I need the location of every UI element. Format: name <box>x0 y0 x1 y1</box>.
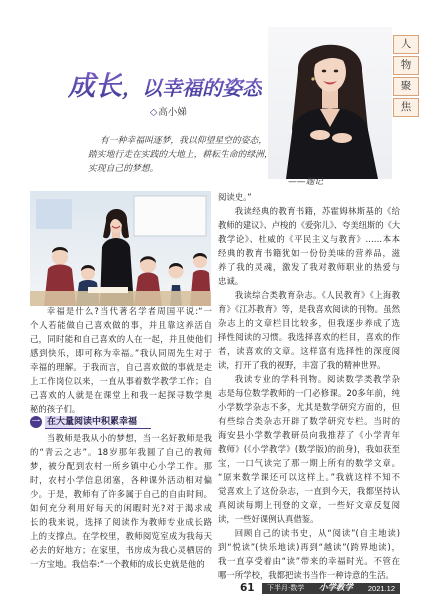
section-number-badge: 一 <box>32 417 40 426</box>
article-title-rest: ，以幸福的姿态 <box>122 76 262 100</box>
text-line: 教师的建议》、卢梭的《爱弥儿》、夸美纽斯的《大 <box>218 220 400 230</box>
text-line: 者，读喜欢的文章。这样富有选择性的深度阅 <box>218 346 400 356</box>
epigraph-line: 有一种幸福叫逐梦，我以仰望星空的姿态， <box>100 136 268 146</box>
text-line: “原来数学课还可以这样上。”我就这样不知不 <box>218 472 400 482</box>
text-line: 读，打开了我的视野，丰富了我的精神世界。 <box>218 360 386 370</box>
epigraph-line: 踏实地行走在实践的大地上，耕耘生命的绿洲， <box>88 150 273 160</box>
text-line: 必去的好地方；在家里，书房成为我心灵栖居的 <box>30 545 212 555</box>
text-line: 择性阅读的习惯。我选择喜欢的栏目，喜欢的作 <box>218 332 400 342</box>
text-line: 读，一些好课例认真借鉴。 <box>218 514 319 524</box>
text-line: 如何充分利用好每天的闲暇时光?对于渴求成 <box>30 503 212 513</box>
text-line: 上工作岗位以来，一直从事着数学教学工作；自 <box>30 376 212 386</box>
section-tab: 焦 <box>393 98 419 117</box>
text-line: 上的支撑点。在学校里，教师阅览室成为我每天 <box>30 531 212 541</box>
text-line: 我一直享受着由“读”带来的幸福时光。不管在 <box>218 556 400 566</box>
text-line: 幸福的理解。于我而言，自己喜欢做的事就是走 <box>30 362 212 372</box>
section-tabs <box>393 35 419 119</box>
text-line: 觉喜欢上了这份杂志，一直到今天，我都坚持认 <box>218 486 400 496</box>
section-tab: 人 <box>393 35 419 54</box>
text-line: 感到快乐，即可称为幸福。”我认同周先生对于 <box>30 348 212 358</box>
section-tab: 物 <box>393 56 419 75</box>
text-line: 幸福是什么?当代著名学者周国平说:“一 <box>46 306 212 316</box>
epigraph-line: 实现自己的梦想。 <box>88 164 159 174</box>
text-line: 己，同时能和自己喜欢的人在一起，并且使他们 <box>30 334 212 344</box>
diamond-icon: ◇ <box>150 107 158 118</box>
text-line: 忠诚。 <box>218 276 244 286</box>
text-line: 长的我来说，选择了阅读作为教师专业成长路 <box>30 517 212 527</box>
text-line: 育》《江苏教育》等，是我喜欢阅读的刊物。虽然 <box>218 304 400 314</box>
text-line: 梦，被分配到农村一所乡镇中心小学工作。那 <box>30 461 212 471</box>
text-line: 时，农村小学信息闭塞，各种课外活动相对偏 <box>30 475 212 485</box>
text-line: 阅读史。” <box>218 192 252 202</box>
section-tab: 聚 <box>393 77 419 96</box>
text-line: 的“青云之志”。18岁那年我圆了自己的教师 <box>30 447 212 457</box>
section-heading-text: 在大量阅读中积累幸福 <box>45 416 151 429</box>
text-line: 教师》(《小学教学》(数学版)的前身)，我如获至 <box>218 444 400 454</box>
text-line: 小学数学杂志不多，尤其是数学研究方面的，但 <box>218 402 400 412</box>
article-title <box>68 70 262 107</box>
text-line: 当教师是我从小的梦想，当一名好教师是我 <box>46 433 212 443</box>
text-line: 回顾自己的读书史，从“阅读”(自主地读) <box>234 528 400 538</box>
epigraph <box>88 134 288 176</box>
text-line: 海安县小学数学教研员向我推荐了《小学青年 <box>218 430 400 440</box>
text-line: 养了我的灵魂，激发了我对教师职业的热爱与 <box>218 262 400 272</box>
footer-issue: 2021.12 <box>367 584 395 593</box>
text-line: 经典的教育书籍犹如一份份美味的营养品，滋 <box>218 248 400 258</box>
text-line: 哪一所学校，我都把读书当作一种诗意的生活。 <box>218 570 394 580</box>
article-title-lead: 成长 <box>68 71 122 102</box>
text-line: 真阅读每期上刊登的文章，一些好文章反复阅 <box>218 500 400 510</box>
text-line: 教学论》、杜威的《平民主义与教育》……本本 <box>218 234 400 244</box>
right-column-body <box>218 190 400 582</box>
author-byline <box>150 107 187 119</box>
text-line: 杂志上的文章栏目比较多，但我逐步养成了选 <box>218 318 400 328</box>
text-line: 我读经典的教育书籍，苏霍姆林斯基的《给 <box>234 206 400 216</box>
right-column-paragraphs <box>218 204 400 582</box>
text-line: 我读综合类教育杂志。《人民教育》《上海教 <box>234 290 400 300</box>
text-line: 有些综合类杂志开辟了数学研究专栏。当时的 <box>218 416 400 426</box>
text-line: 少。于是，教师有了许多属于自己的自由时间。 <box>30 489 212 499</box>
footer-edition: 下半月·数学 <box>267 584 305 592</box>
epigraph-attribution: ——题记 <box>288 177 324 187</box>
page-number: 61 <box>240 582 255 594</box>
text-line: 我读专业的学科刊物。阅读数学类教学杂 <box>234 374 400 384</box>
footer-bar <box>262 583 400 594</box>
section-heading <box>30 415 151 429</box>
classroom-photo <box>30 191 211 306</box>
text-line: 到“悦读”(快乐地读)再到“越读”(跨界地读)， <box>218 542 400 552</box>
text-line: 宝，一口气读完了那一期上所有的数学文章。 <box>218 458 400 468</box>
author-name: 高小娣 <box>158 107 187 118</box>
text-line: 志是每位数学教师的一门必修课。20多年前，纯 <box>218 388 400 398</box>
text-line: 个人若能做自己喜欢做的事，并且靠这养活自 <box>30 320 212 330</box>
left-column-body <box>30 431 212 571</box>
magazine-logo: 小学教学 <box>319 583 354 593</box>
intro-paragraph <box>30 304 212 416</box>
text-line: 己喜欢的人就是在课堂上和我一起探寻数学奥 <box>30 390 212 400</box>
text-line: 秘的孩子们。 <box>30 404 81 414</box>
text-line: 一方宝地。我信奉:“一个教师的成长史就是他的 <box>30 559 205 569</box>
carryover-text <box>218 190 400 204</box>
